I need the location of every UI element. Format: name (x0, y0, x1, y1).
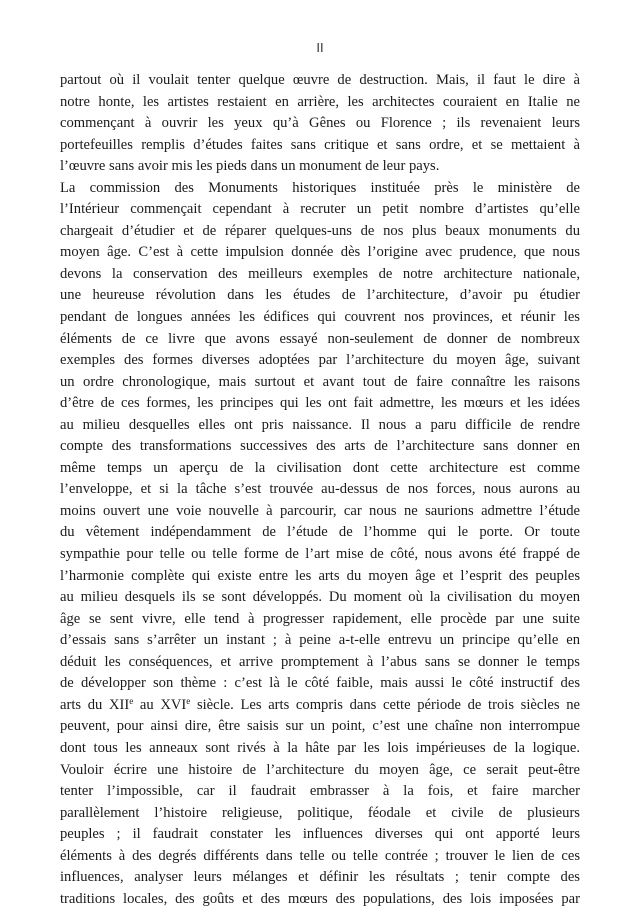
text-line: l’Intérieur commençait cependant à recruter un petit nombre d’artistes qu’elle (60, 201, 580, 218)
text-line: partout où il voulait tenter quelque œuvre de destruction. Mais, il faut le dire à (60, 72, 580, 88)
text-line: un ordre chronologique, mais surtout et avant tout de faire connaître les raisons (60, 373, 580, 390)
text-line: du vêtement indépendamment de l’étude de l’homme qui le porte. Or toute (60, 524, 580, 541)
text-line: l’œuvre sans avoir mis les pieds dans un monument de leur pays. (60, 158, 440, 175)
text-line (60, 695, 580, 717)
text-line: éléments à des degrés différents dans telle ou telle contrée ; trouver le lien de ces (60, 847, 580, 864)
text-segment: au XVI (133, 696, 187, 713)
text-line: influences, analyser leurs mélanges et définir les résultats ; tenir compte des (60, 869, 580, 886)
text-line: sympathie pour telle ou telle forme de l’art mise de côté, nous avons été frappé de (60, 546, 580, 563)
superscript: e (129, 695, 134, 706)
text-line: parallèlement l’histoire religieuse, politique, féodale et civile de plusieurs (60, 804, 580, 821)
text-line: portefeuilles remplis d’études faites sans critique et sans ordre, et se mettaient à (60, 136, 580, 153)
text-line: déduit les conséquences, et arrive promptement à l’abus sans se donner le temps (60, 653, 580, 670)
text-line: pendant de longues années les édifices qui couvrent nos provinces, et réunir les (60, 309, 580, 326)
text-line: La commission des Monuments historiques instituée près le ministère de (60, 179, 580, 196)
text-line: Vouloir écrire une histoire de l’architecture du moyen âge, ce serait peut-être (60, 761, 580, 778)
text-line: peuvent, pour ainsi dire, être saisis sur un point, c’est une chaîne non interrompue (60, 718, 580, 735)
text-line: chargeait d’étudier et de réparer quelques-uns de nos plus beaux monuments du (60, 222, 580, 239)
text-segment: siècle. Les arts compris dans cette période de trois siècles ne (190, 696, 580, 713)
text-line: notre honte, les artistes restaient en arrière, les architectes couraient en Italie ne (60, 93, 580, 110)
text-line: de développer son thème : c’est là le côté faible, mais aussi le côté instructif des (60, 675, 580, 692)
text-line: d’être de ces formes, les principes qui les ont fait admettre, les mœurs et les idées (60, 395, 580, 412)
page-number: II (316, 40, 324, 55)
text-line: moins ouvert une voie nouvelle à parcourir, car nous ne saurions admettre l’étude (60, 502, 580, 519)
text-line: compte des transformations successives des arts de l’architecture sans donner en (60, 438, 580, 455)
text-line: éléments de ce livre que avons essayé non-seulement de donner de nombreux (60, 330, 580, 347)
text-line: l’enveloppe, et si la tâche s’est trouvée au-dessus de nos forces, nous aurons au (60, 481, 580, 498)
text-line: peuples ; il faudrait constater les influences diverses qui ont apporté leurs (60, 826, 580, 843)
text-line: tenter l’impossible, car il faudrait embrasser à la fois, et faire marcher (60, 783, 580, 800)
text-line: l’harmonie complète qui existe entre les arts du moyen âge et l’esprit des peuples (60, 567, 580, 584)
text-line: commençant à ouvrir les yeux qu’à Gênes ou Florence ; ils revenaient leurs (60, 115, 580, 132)
text-segment: arts du XII (60, 696, 130, 713)
superscript: e (186, 695, 191, 706)
text-line: une heureuse révolution dans les études de l’architecture, d’avoir pu étudier (60, 287, 580, 304)
text-line: au milieu desquels ils se sont développés. Du moment où la civilisation du moyen (60, 589, 580, 606)
text-line: devons la conservation des meilleurs exemples de notre architecture nationale, (60, 265, 580, 282)
text-line: au milieu desquelles elles ont pris naissance. Il nous a paru difficile de rendre (60, 416, 580, 433)
text-line: même temps un aperçu de la civilisation dont cette architecture est comme (60, 459, 580, 476)
text-line: dont tous les anneaux sont rivés à la hâte par les lois impérieuses de la logique. (60, 739, 580, 756)
text-line: traditions locales, des goûts et des mœurs des populations, des lois imposées par (60, 890, 580, 907)
text-line: exemples des formes diverses adoptées par l’architecture du moyen âge, suivant (60, 352, 580, 369)
text-line: d’essais sans s’arrêter un instant ; à peine a-t-elle entrevu un principe qu’elle en (60, 632, 580, 649)
text-line: moyen âge. C’est à cette impulsion donnée dès l’origine avec prudence, que nous (60, 244, 580, 261)
text-line: âge se sent vivre, elle tend à progresser rapidement, elle procède par une suite (60, 610, 580, 627)
body-text (60, 70, 580, 910)
